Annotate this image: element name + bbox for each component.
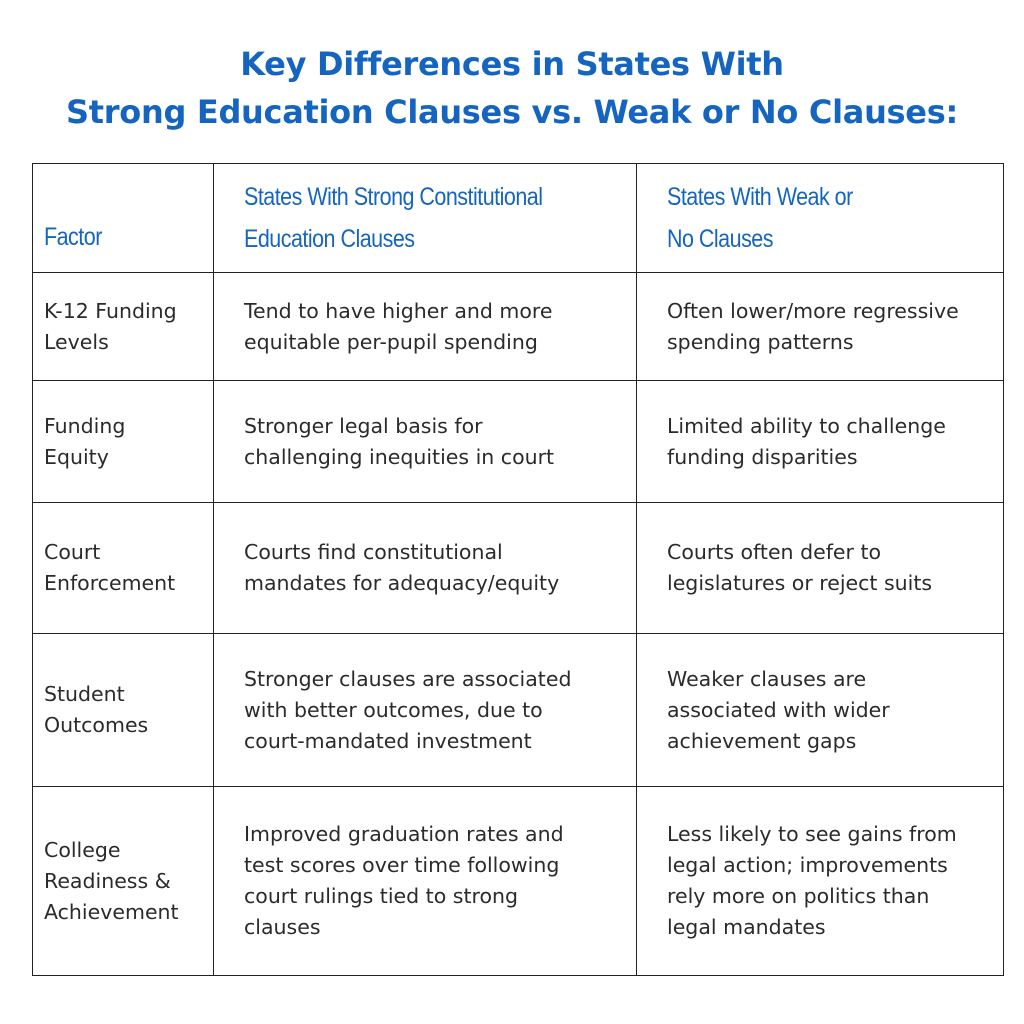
cell-strong bbox=[214, 381, 637, 503]
cell-line: equitable per-pupil spending bbox=[244, 329, 538, 354]
cell-line: test scores over time following bbox=[244, 853, 560, 877]
cell-line: legal action; improvements bbox=[667, 853, 948, 877]
cell-line: Equity bbox=[44, 444, 109, 469]
cell-line: Achievement bbox=[44, 899, 179, 924]
cell-weak bbox=[637, 273, 1004, 381]
cell-line: K-12 Funding bbox=[44, 298, 177, 323]
cell-strong bbox=[214, 273, 637, 381]
header-factor bbox=[33, 164, 214, 273]
cell-weak bbox=[637, 503, 1004, 634]
cell-factor bbox=[33, 381, 214, 503]
cell-line: Weaker clauses are bbox=[667, 666, 867, 691]
header-weak-clauses bbox=[637, 164, 1004, 273]
cell-line: associated with wider bbox=[667, 697, 890, 722]
cell-weak bbox=[637, 787, 1004, 976]
cell-line: Student bbox=[44, 682, 125, 706]
cell-line: Outcomes bbox=[44, 713, 149, 737]
header-strong-clauses bbox=[214, 164, 637, 273]
cell-factor bbox=[33, 503, 214, 634]
table-row bbox=[33, 381, 1004, 503]
cell-line: Stronger clauses are associated bbox=[244, 666, 572, 691]
cell-line: legal mandates bbox=[667, 915, 826, 939]
cell-line: Funding bbox=[44, 413, 126, 438]
cell-factor bbox=[33, 273, 214, 381]
header-weak-line-2: No Clauses bbox=[667, 225, 773, 253]
comparison-table bbox=[32, 163, 1004, 976]
header-strong-line-2: Education Clauses bbox=[244, 225, 415, 253]
cell-factor bbox=[33, 634, 214, 787]
cell-line: College bbox=[44, 837, 121, 862]
header-factor-line: Factor bbox=[44, 223, 102, 251]
cell-line: challenging inequities in court bbox=[244, 444, 555, 469]
cell-line: Limited ability to challenge bbox=[667, 413, 946, 438]
cell-line: legislatures or reject suits bbox=[667, 571, 933, 595]
cell-line: Court bbox=[44, 540, 101, 564]
cell-line: Enforcement bbox=[44, 571, 176, 595]
header-row bbox=[33, 164, 1004, 273]
title-line-1: Key Differences in States With bbox=[240, 45, 784, 83]
title-line-2: Strong Education Clauses vs. Weak or No Clauses: bbox=[66, 93, 958, 131]
cell-line: Stronger legal basis for bbox=[244, 413, 483, 438]
cell-line: funding disparities bbox=[667, 444, 858, 469]
cell-line: Levels bbox=[44, 329, 109, 354]
cell-line: Tend to have higher and more bbox=[244, 298, 553, 323]
table-row bbox=[33, 634, 1004, 787]
cell-strong bbox=[214, 503, 637, 634]
cell-line: Often lower/more regressive bbox=[667, 298, 959, 323]
cell-line: clauses bbox=[244, 915, 321, 939]
cell-line: Improved graduation rates and bbox=[244, 822, 564, 846]
cell-strong bbox=[214, 634, 637, 787]
cell-line: with better outcomes, due to bbox=[244, 697, 543, 722]
header-weak-line-1: States With Weak or bbox=[667, 183, 853, 211]
cell-line: Courts often defer to bbox=[667, 540, 882, 564]
cell-weak bbox=[637, 634, 1004, 787]
table-row bbox=[33, 273, 1004, 381]
table-row bbox=[33, 787, 1004, 976]
cell-strong bbox=[214, 787, 637, 976]
cell-factor bbox=[33, 787, 214, 976]
page-title bbox=[0, 40, 1024, 136]
cell-line: Less likely to see gains from bbox=[667, 822, 957, 846]
cell-line: spending patterns bbox=[667, 329, 854, 354]
header-strong-line-1: States With Strong Constitutional bbox=[244, 183, 543, 211]
cell-line: Readiness & bbox=[44, 868, 171, 893]
cell-line: achievement gaps bbox=[667, 728, 857, 753]
cell-line: rely more on politics than bbox=[667, 884, 930, 908]
cell-weak bbox=[637, 381, 1004, 503]
cell-line: Courts find constitutional bbox=[244, 540, 503, 564]
cell-line: mandates for adequacy/equity bbox=[244, 571, 560, 595]
cell-line: court-mandated investment bbox=[244, 728, 532, 753]
table-row bbox=[33, 503, 1004, 634]
cell-line: court rulings tied to strong bbox=[244, 884, 519, 908]
